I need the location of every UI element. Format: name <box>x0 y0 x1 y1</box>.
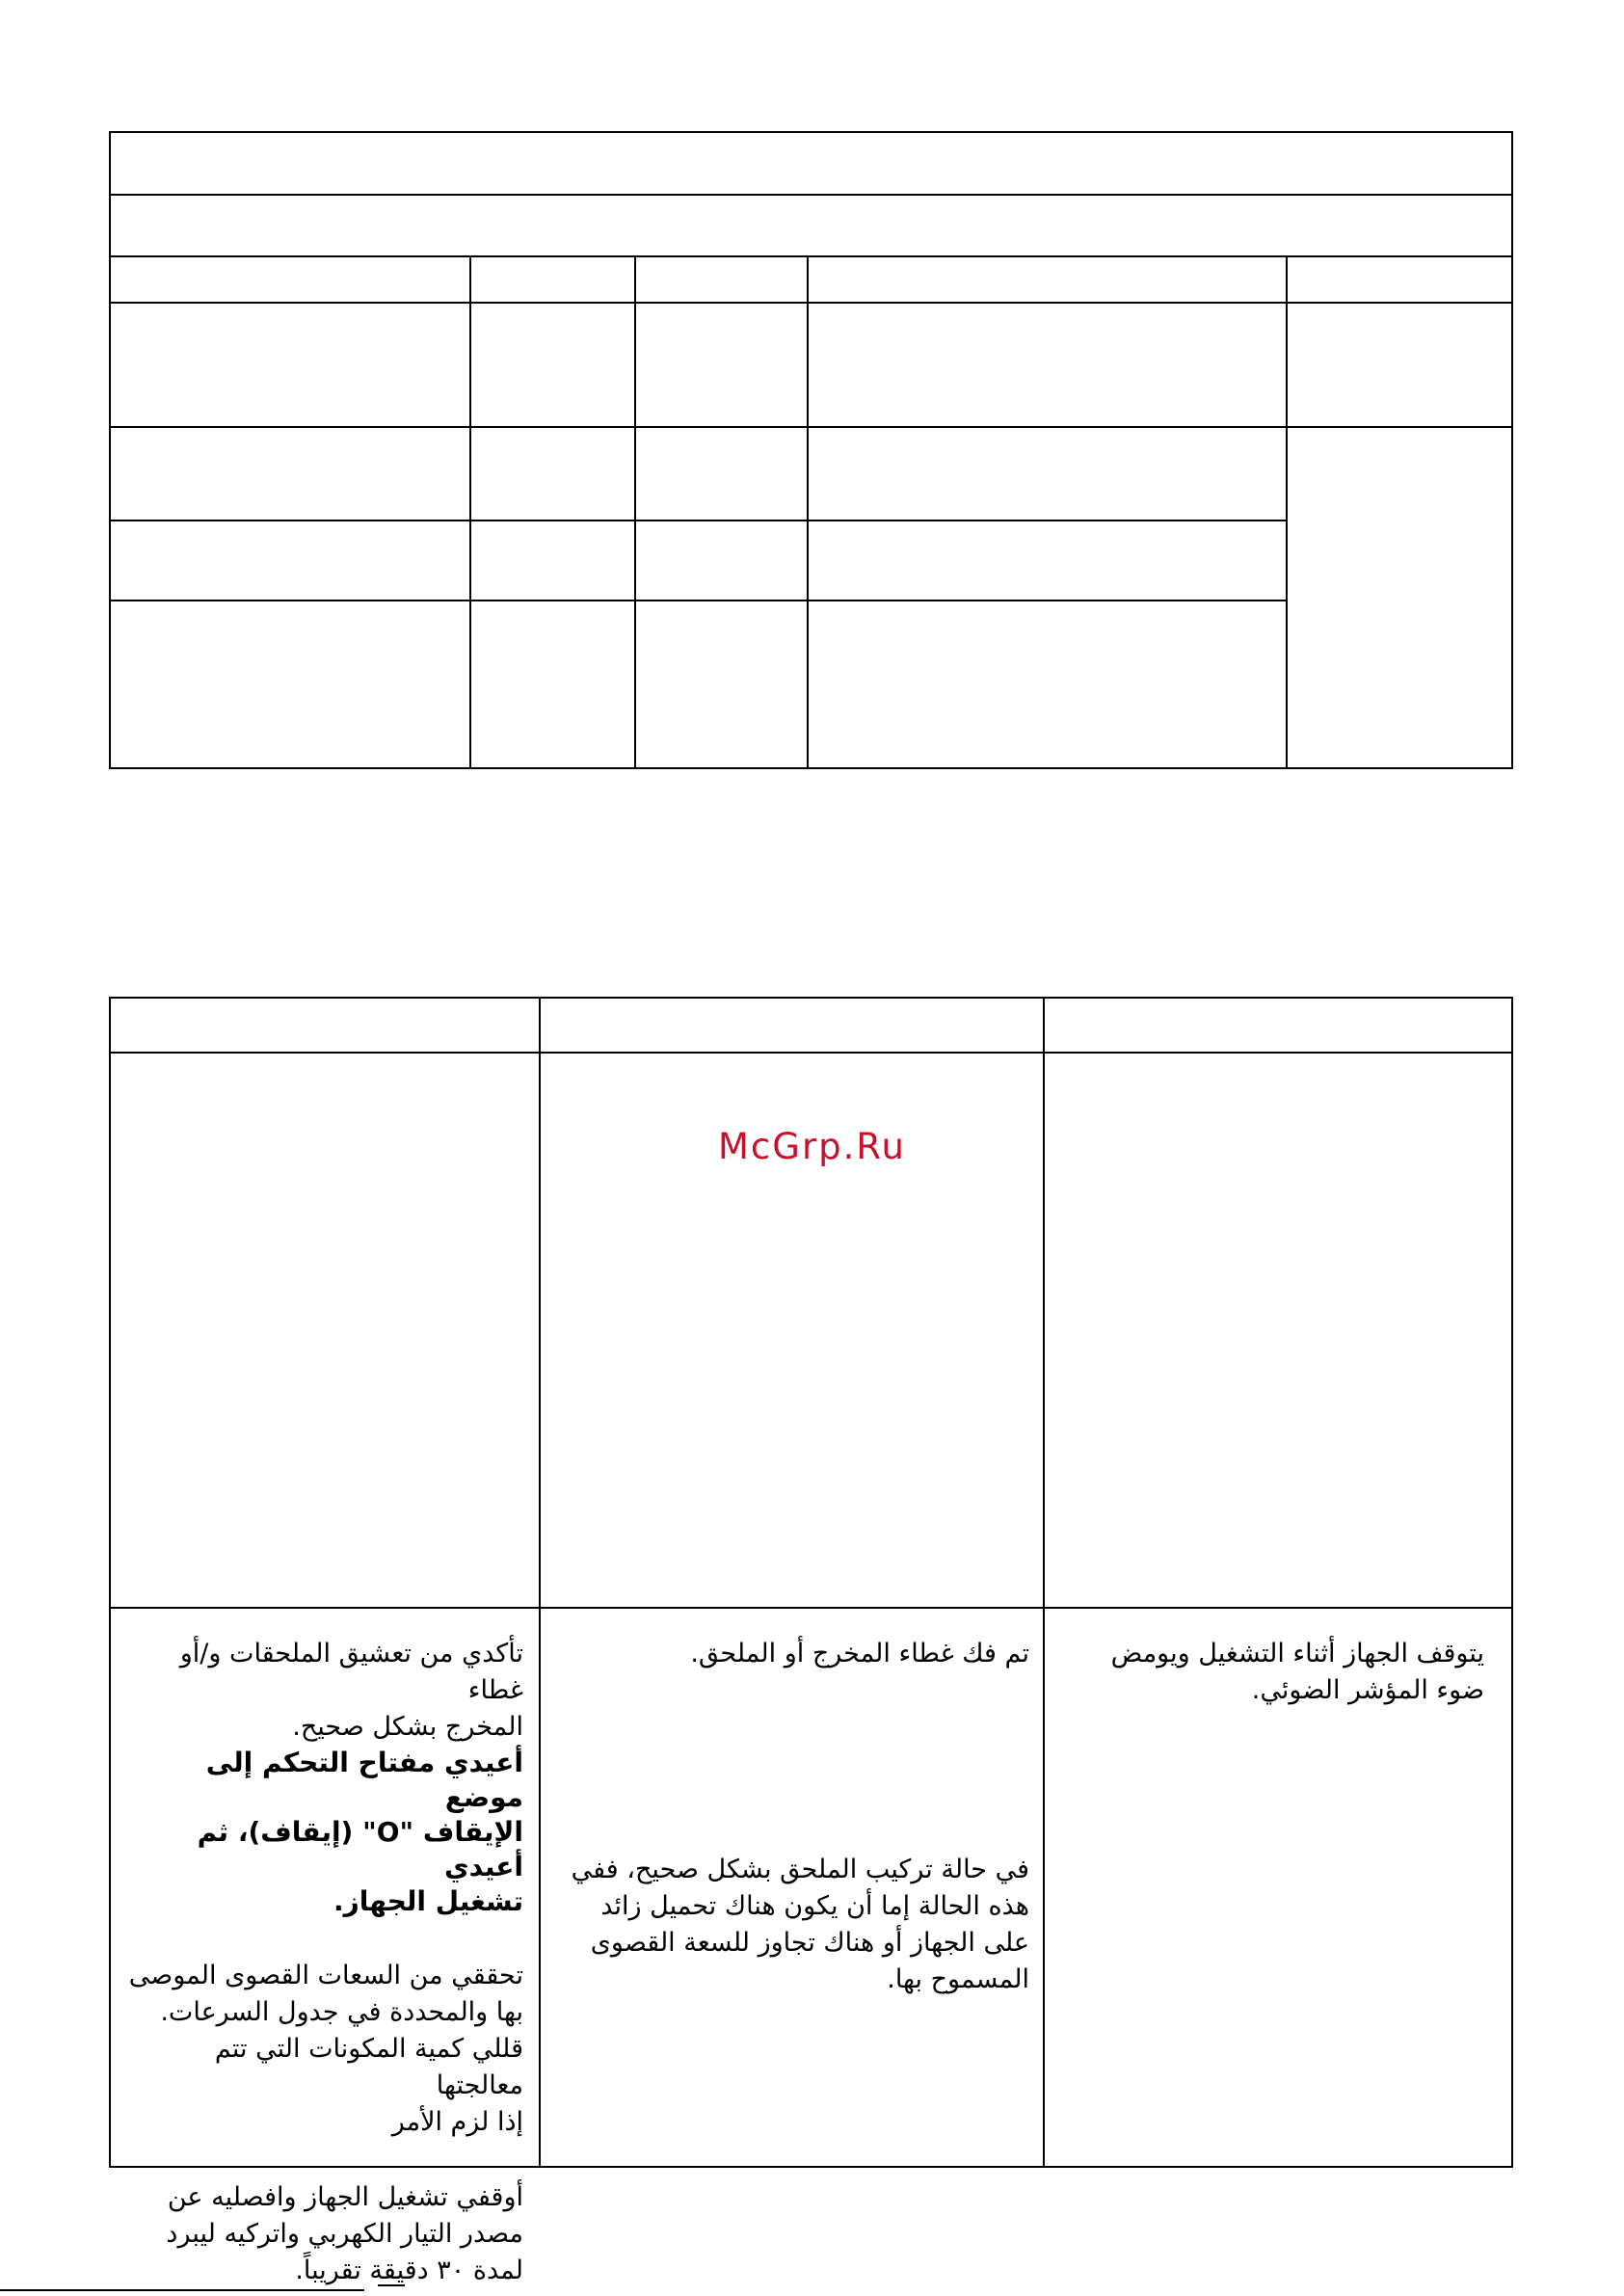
cause-cell <box>559 1852 1029 1998</box>
cause-cell <box>559 1636 1029 1672</box>
cause-line: المسموح بها. <box>887 1964 1029 1994</box>
cause-line: في حالة تركيب الملحق بشكل صحيح، ففي <box>571 1855 1029 1884</box>
footer-mark <box>378 2284 405 2294</box>
solution-line-bold: الإيقاف "O" (إيقاف)، ثم أعيدي <box>197 1816 523 1882</box>
solution-line: مصدر التيار الكهربي واتركيه ليبرد <box>166 2219 523 2249</box>
table-2-column-divider <box>539 997 541 2168</box>
solution-line-bold: تشغيل الجهاز. <box>333 1885 523 1917</box>
table-1-rule <box>109 302 1513 304</box>
solution-line: تأكدي من تعشيق الملحقات و/أو غطاء <box>179 1639 523 1705</box>
problem-cell <box>1060 1636 1484 1709</box>
cause-line: هذه الحالة إما أن يكون هناك تحميل زائد <box>600 1891 1029 1921</box>
table-1-rule <box>109 600 1287 601</box>
solution-line: إذا لزم الأمر <box>391 2107 523 2137</box>
table-2-header-rule <box>109 1052 1513 1054</box>
table-1-column-divider <box>634 255 636 769</box>
solution-cell <box>123 1636 523 2289</box>
problem-line: ضوء المؤشر الضوئي. <box>1251 1675 1484 1705</box>
table-2-column-divider <box>1043 997 1045 2168</box>
problem-line: يتوقف الجهاز أثناء التشغيل ويومض <box>1110 1639 1484 1669</box>
table-1-rule <box>109 520 1287 521</box>
solution-line: أوقفي تشغيل الجهاز وافصليه عن <box>167 2182 523 2212</box>
table-1-column-divider <box>1286 255 1288 769</box>
table-1-rule <box>109 194 1513 196</box>
solution-line: لمدة ٣٠ دقيقة تقريباً. <box>295 2256 523 2285</box>
cause-line: تم فك غطاء المخرج أو الملحق. <box>690 1639 1029 1669</box>
footer-rule <box>0 2289 364 2291</box>
watermark: McGrp.Ru <box>718 1126 906 1167</box>
solution-line: المخرج بشكل صحيح. <box>292 1712 523 1742</box>
table-1-rule <box>109 426 1513 428</box>
solution-line: بها والمحددة في جدول السرعات. <box>160 1997 523 2027</box>
table-2-row-rule <box>109 1607 1513 1609</box>
table-1-rule <box>109 255 1513 257</box>
cause-line: على الجهاز أو هناك تجاوز للسعة القصوى <box>590 1928 1029 1958</box>
solution-line-bold: أعيدي مفتاح التحكم إلى موضع <box>205 1747 523 1813</box>
solution-line: قللي كمية المكونات التي تتم معالجتها <box>214 2034 523 2100</box>
table-1-column-divider <box>807 255 809 769</box>
table-1-column-divider <box>469 255 471 769</box>
solution-line: تحققي من السعات القصوى الموصى <box>128 1961 523 1990</box>
table-1 <box>109 131 1513 769</box>
